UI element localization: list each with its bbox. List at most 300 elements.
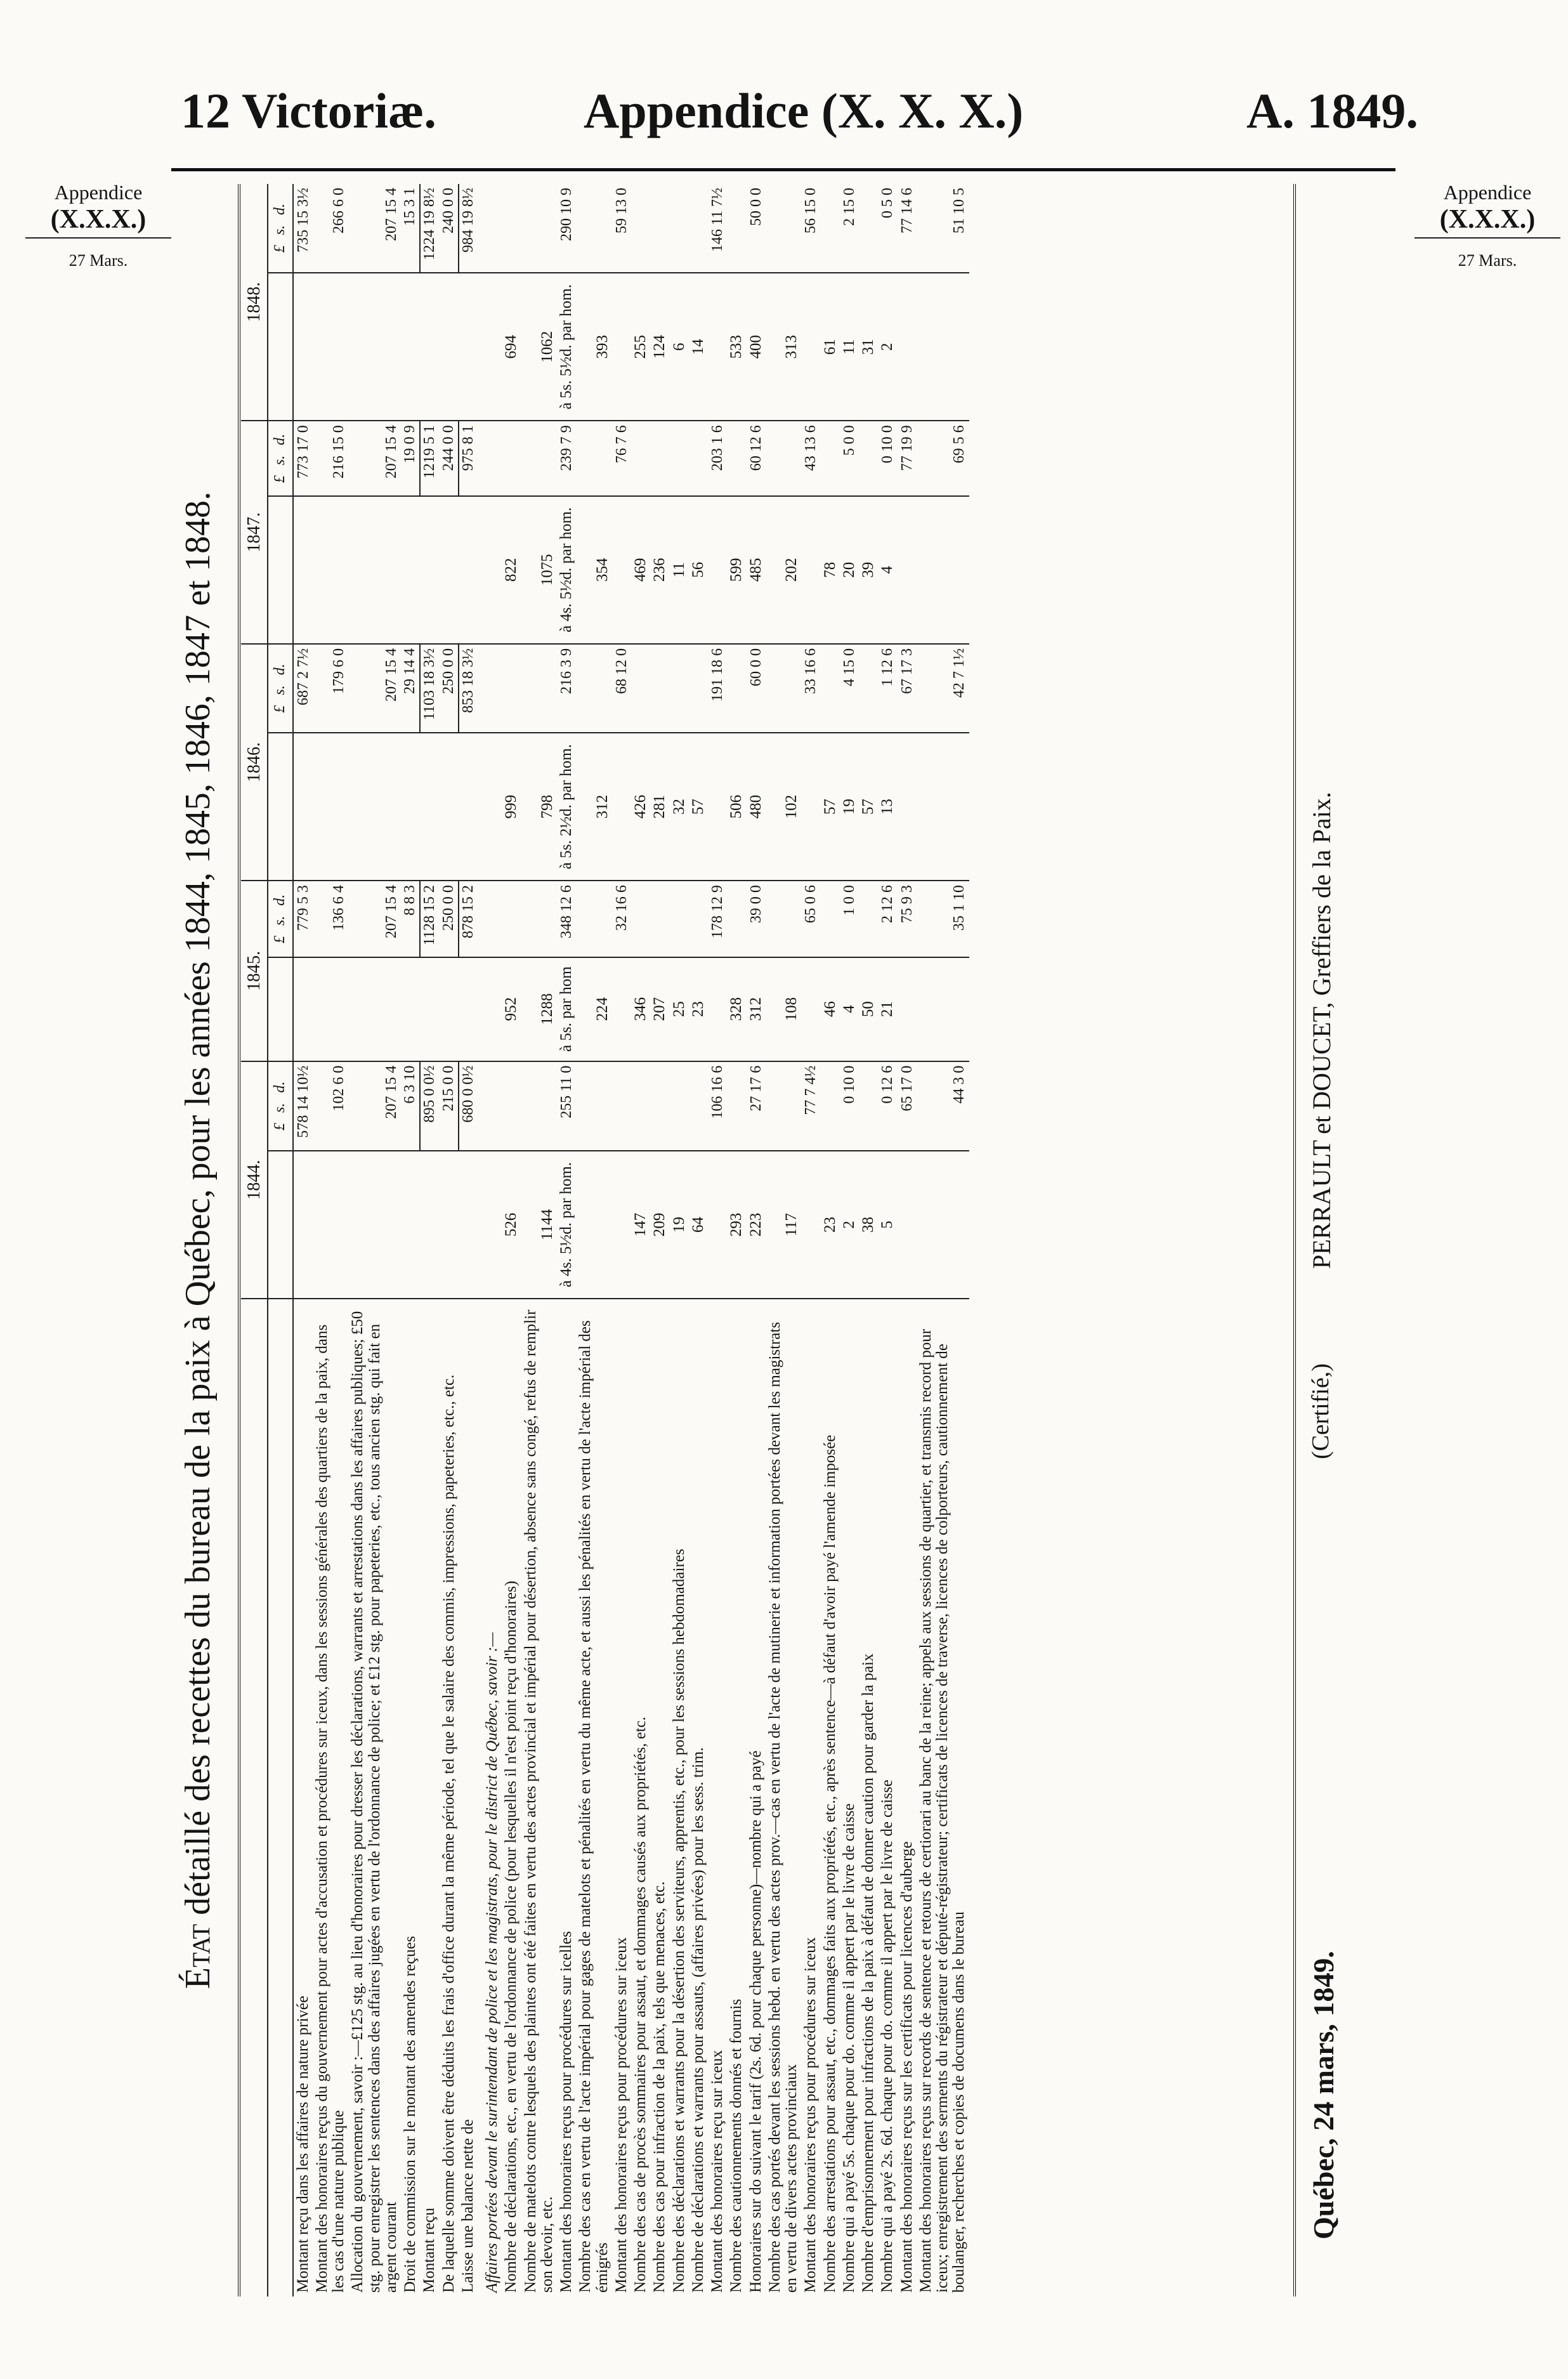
row-count-4	[313, 496, 349, 644]
row-amount-1: 578 14 10½	[293, 1061, 313, 1151]
row-count-4	[478, 496, 502, 644]
row-amount-2	[727, 881, 746, 957]
table-row	[557, 184, 576, 2297]
row-count-1	[576, 1151, 612, 1299]
table-row	[521, 184, 558, 2297]
row-description: Nombre qui a payé 2s. 6d. chaque pour do. comme il appert par le livre de caisse	[879, 1779, 896, 2293]
row-amount-5: 1224 19 8½	[420, 184, 439, 273]
row-amount-3: 68 12 0	[612, 644, 631, 733]
row-description: Nombre de déclarations, etc., en vertu de l'ordonnance de police (pour lesquelles il n'est point reçu d'honoraires)	[502, 1580, 520, 2293]
unit-shillings: s.	[271, 455, 289, 466]
row-amount-4: 19 0 9	[401, 421, 420, 495]
row-amount-1	[727, 1061, 746, 1151]
row-description: Nombre des cas en vertu de l'acte impérial pour gages de matelots et pénalités en vertu du même acte, et aussi les pénalités en vertu de l'acte impérial des émigrés	[577, 1320, 611, 2293]
row-amount-3	[631, 644, 650, 733]
row-amount-1: 44 3 0	[917, 1061, 969, 1151]
row-amount-5: 735 15 3½	[293, 184, 313, 273]
row-amount-1: 102 6 0	[313, 1061, 349, 1151]
row-count-5: 1062	[521, 273, 558, 421]
row-count-3: 426	[631, 733, 650, 881]
row-description: Montant des honoraires reçus pour procédures sur iceux	[802, 1937, 820, 2293]
row-count-3: 32	[670, 733, 689, 881]
row-count-2: 21	[878, 957, 897, 1061]
row-count-1	[708, 1151, 727, 1299]
row-amount-5	[821, 184, 840, 273]
row-count-3: 57	[859, 733, 878, 881]
row-count-5: 61	[821, 273, 840, 421]
row-amount-1	[576, 1061, 612, 1151]
row-amount-1	[521, 1061, 558, 1151]
row-amount-2	[502, 881, 521, 957]
table-row	[612, 184, 631, 2297]
row-count-4: 1075	[521, 496, 558, 644]
row-amount-3: 687 2 7½	[293, 644, 313, 733]
margin-note-left	[25, 181, 171, 270]
row-amount-1: 680 0 0½	[459, 1061, 478, 1151]
row-amount-4	[631, 421, 650, 495]
row-count-5: 31	[859, 273, 878, 421]
row-description: Nombre qui a payé 5s. chaque pour do. comme il appert par le livre de caisse	[840, 1803, 858, 2293]
row-count-2: 4	[840, 957, 859, 1061]
row-count-1	[917, 1151, 969, 1299]
row-description: Montant reçu	[421, 2208, 438, 2293]
row-amount-1	[612, 1061, 631, 1151]
row-amount-4: 239 7 9	[557, 421, 576, 495]
row-count-2	[612, 957, 631, 1061]
row-description: Montant des honoraires reçus du gouvernement pour actes d'accusation et procédures sur iceux, dans les sessions générales des quartiers de la paix, dans les cas d'une nature publique	[313, 1324, 348, 2293]
row-amount-1: 27 17 6	[747, 1061, 766, 1151]
row-amount-3	[502, 644, 521, 733]
row-amount-5: 77 14 6	[898, 184, 917, 273]
unit-header-row	[268, 184, 292, 2297]
row-description: Montant des honoraires reçu sur iceux	[709, 2050, 726, 2293]
unit-blank-cell	[268, 1299, 292, 2297]
row-amount-5	[650, 184, 669, 273]
row-description: Nombre des cas pour infraction de la paix, tels que menaces, etc.	[651, 1881, 669, 2293]
row-amount-3: 60 0 0	[747, 644, 766, 733]
row-count-1: 5	[878, 1151, 897, 1299]
row-count-3	[440, 733, 459, 881]
row-amount-5	[631, 184, 650, 273]
row-count-1: 19	[670, 1151, 689, 1299]
row-description: Droit de commission sur le montant des amendes reçues	[402, 1936, 419, 2293]
row-count-4: 39	[859, 496, 878, 644]
row-amount-5: 207 15 4	[348, 184, 401, 273]
row-amount-5	[521, 184, 558, 273]
row-amount-2: 250 0 0	[440, 881, 459, 957]
row-amount-4: 216 15 0	[313, 421, 349, 495]
receipts-table-body	[293, 184, 969, 2297]
row-amount-2: 8 8 3	[401, 881, 420, 957]
row-amount-2	[576, 881, 612, 957]
table-row	[420, 184, 439, 2297]
row-count-5	[348, 273, 401, 421]
row-count-4	[612, 496, 631, 644]
row-amount-3: 67 17 3	[898, 644, 917, 733]
row-amount-3	[576, 644, 612, 733]
row-amount-5: 2 15 0	[840, 184, 859, 273]
row-amount-2: 35 1 10	[917, 881, 969, 957]
row-count-4	[420, 496, 439, 644]
row-count-5	[459, 273, 478, 421]
row-amount-2: 779 5 3	[293, 881, 313, 957]
row-description: Nombre des arrestations pour assaut, etc., dommages faits aux propriétés, etc., après sentence—à défaut d'avoir payé l'amende imposée	[821, 1434, 839, 2293]
row-amount-4: 43 13 6	[801, 421, 820, 495]
row-amount-4: 5 0 0	[840, 421, 859, 495]
unit-pounds: £	[271, 936, 289, 944]
row-count-1	[293, 1151, 313, 1299]
row-count-1	[401, 1151, 420, 1299]
row-amount-4	[502, 421, 521, 495]
row-count-2: 46	[821, 957, 840, 1061]
row-count-4	[293, 496, 313, 644]
row-count-4	[459, 496, 478, 644]
row-count-2: 1288	[521, 957, 558, 1061]
row-description: Nombre d'emprisonnement pour infractions de la paix à défaut de donner caution pour garder la paix	[859, 1653, 877, 2293]
receipts-table	[241, 184, 969, 2297]
row-amount-3	[821, 644, 840, 733]
row-count-5: à 5s. 5½d. par hom.	[557, 273, 576, 421]
row-count-5: 255	[631, 273, 650, 421]
row-count-5	[708, 273, 727, 421]
row-amount-5: 146 11 7½	[708, 184, 727, 273]
row-amount-2	[859, 881, 878, 957]
row-count-3: 798	[521, 733, 558, 881]
running-head-center: Appendice (X. X. X.)	[584, 83, 1024, 138]
row-count-1: 209	[650, 1151, 669, 1299]
row-count-5: 400	[747, 273, 766, 421]
row-count-5: 694	[502, 273, 521, 421]
table-row	[821, 184, 840, 2297]
row-count-2	[801, 957, 820, 1061]
row-amount-3: 216 3 9	[557, 644, 576, 733]
row-amount-1	[631, 1061, 650, 1151]
unit-pounds: £	[271, 705, 289, 713]
row-count-3	[708, 733, 727, 881]
row-amount-2: 178 12 9	[708, 881, 727, 957]
row-description: Nombre des cautionnements donnés et fournis	[728, 1998, 745, 2293]
table-row	[878, 184, 897, 2297]
year-header: 1847.	[241, 421, 268, 644]
row-count-1: 38	[859, 1151, 878, 1299]
row-count-5	[898, 273, 917, 421]
row-amount-2: 75 9 3	[898, 881, 917, 957]
row-amount-5: 56 15 0	[801, 184, 820, 273]
row-count-5	[612, 273, 631, 421]
row-count-1: 2	[840, 1151, 859, 1299]
row-amount-4: 1219 5 1	[420, 421, 439, 495]
row-count-1	[478, 1151, 502, 1299]
table-row	[348, 184, 401, 2297]
row-amount-1: 255 11 0	[557, 1061, 576, 1151]
unit-pence: d.	[271, 1081, 289, 1093]
running-head-left: 12 Victoriæ.	[181, 83, 436, 138]
footer-place-date: Québec, 24 mars, 1849.	[1307, 1951, 1340, 2239]
row-count-3	[420, 733, 439, 881]
unit-pounds: £	[271, 475, 289, 483]
row-count-5: 6	[670, 273, 689, 421]
row-amount-2	[670, 881, 689, 957]
row-count-1: 64	[689, 1151, 708, 1299]
table-row	[502, 184, 521, 2297]
row-count-3	[348, 733, 401, 881]
table-row	[747, 184, 766, 2297]
row-amount-3	[478, 644, 502, 733]
row-description: Montant des honoraires reçus sur les certificats pour licences d'auberge	[898, 1841, 915, 2293]
row-count-2	[313, 957, 349, 1061]
row-amount-1: 6 3 10	[401, 1061, 420, 1151]
row-amount-1: 65 17 0	[898, 1061, 917, 1151]
row-amount-2	[631, 881, 650, 957]
row-amount-5	[859, 184, 878, 273]
row-amount-3	[859, 644, 878, 733]
header-rule	[171, 168, 1395, 171]
row-amount-2: 65 0 6	[801, 881, 820, 957]
row-amount-2: 39 0 0	[747, 881, 766, 957]
row-count-5	[401, 273, 420, 421]
row-count-2: 952	[502, 957, 521, 1061]
row-count-1: 526	[502, 1151, 521, 1299]
row-amount-2	[478, 881, 502, 957]
table-row	[689, 184, 708, 2297]
row-amount-3	[521, 644, 558, 733]
row-count-5	[313, 273, 349, 421]
unit-pence: d.	[271, 664, 289, 676]
row-count-1	[898, 1151, 917, 1299]
row-amount-4	[727, 421, 746, 495]
row-amount-3	[766, 644, 802, 733]
row-amount-4: 60 12 6	[747, 421, 766, 495]
row-count-4	[440, 496, 459, 644]
row-amount-2	[521, 881, 558, 957]
unit-shillings: s.	[271, 225, 289, 235]
amount-unit-cell	[268, 644, 292, 733]
table-row	[478, 184, 502, 2297]
row-amount-1	[689, 1061, 708, 1151]
row-amount-2	[689, 881, 708, 957]
row-amount-5: 984 19 8½	[459, 184, 478, 273]
row-count-3: 506	[727, 733, 746, 881]
row-amount-4: 76 7 6	[612, 421, 631, 495]
row-count-2: 207	[650, 957, 669, 1061]
row-count-5: 2	[878, 273, 897, 421]
row-count-3	[313, 733, 349, 881]
row-count-5: 313	[766, 273, 802, 421]
count-unit-cell	[268, 733, 292, 881]
row-amount-4	[478, 421, 502, 495]
row-amount-4: 0 10 0	[878, 421, 897, 495]
row-amount-3: 29 14 4	[401, 644, 420, 733]
row-amount-4	[576, 421, 612, 495]
row-description: Honoraires sur do suivant le tarif (2s. 6d. pour chaque personne)—nombre qui a payé	[747, 1750, 764, 2293]
row-amount-3: 250 0 0	[440, 644, 459, 733]
row-description: Montant des honoraires reçus sur records de sentence et retours de certiorari au banc de la reine; appels aux sessions de quartier, et transmis record pour iceux; enregistrement des serments du régistrateur et député-régistrateur; certificats de licences de traverse, licences de colporteurs, cautionnement de boulanger, recherches et copies de documens dans le bureau	[917, 1328, 968, 2293]
row-count-2	[420, 957, 439, 1061]
row-description: Nombre de matelots contre lesquels des plaintes ont été faites en vertu des actes provincial et impérial pour désertion, absence sans congé, refus de remplir son devoir, etc.	[521, 1309, 556, 2293]
row-amount-5: 59 13 0	[612, 184, 631, 273]
row-amount-3: 191 18 6	[708, 644, 727, 733]
row-count-4: 469	[631, 496, 650, 644]
row-amount-2	[650, 881, 669, 957]
row-count-4: à 4s. 5½d. par hom.	[557, 496, 576, 644]
row-count-2: 50	[859, 957, 878, 1061]
table-row	[708, 184, 727, 2297]
table-row	[440, 184, 459, 2297]
row-description: Nombre de déclarations et warrants pour assauts, (affaires privées) pour les sess. trim.	[689, 1747, 707, 2293]
row-count-1	[420, 1151, 439, 1299]
row-count-3: 312	[576, 733, 612, 881]
row-count-3: 999	[502, 733, 521, 881]
row-description: Nombre des déclarations et warrants pour la désertion des serviteurs, apprentis, etc., pour les sessions hebdomadaires	[670, 1549, 688, 2293]
row-amount-4	[821, 421, 840, 495]
row-count-1	[459, 1151, 478, 1299]
row-amount-5	[670, 184, 689, 273]
row-amount-2	[766, 881, 802, 957]
row-description: Montant reçu dans les affaires de nature privée	[294, 1995, 311, 2293]
margin-note-date: 27 Mars.	[69, 251, 128, 270]
table-row	[576, 184, 612, 2297]
row-amount-1	[766, 1061, 802, 1151]
amount-unit-cell	[268, 1061, 292, 1151]
row-amount-1: 77 7 4½	[801, 1061, 820, 1151]
row-count-2: 346	[631, 957, 650, 1061]
footer-certifie: (Certifié,)	[1307, 1363, 1334, 1459]
row-description: Nombre des cas portés devant les sessions hebd. en vertu des actes prov.—cas en vertu de l'acte de mutinerie et information portées devant les magistrats en vertu de divers actes provinciaux	[766, 1321, 800, 2293]
row-count-5	[440, 273, 459, 421]
row-amount-4	[650, 421, 669, 495]
table-row	[840, 184, 859, 2297]
row-amount-5	[502, 184, 521, 273]
row-count-4	[348, 496, 401, 644]
row-description: Montant des honoraires reçus pour procédures sur iceux	[612, 1937, 630, 2293]
row-count-3	[401, 733, 420, 881]
row-count-4: 202	[766, 496, 802, 644]
table-row	[801, 184, 820, 2297]
row-count-3: 13	[878, 733, 897, 881]
row-count-2	[440, 957, 459, 1061]
row-count-3	[612, 733, 631, 881]
row-count-1	[313, 1151, 349, 1299]
row-amount-3	[727, 644, 746, 733]
row-count-4: 599	[727, 496, 746, 644]
year-header: 1846.	[241, 644, 268, 881]
row-amount-3	[650, 644, 669, 733]
table-row	[313, 184, 349, 2297]
row-amount-5: 290 10 9	[557, 184, 576, 273]
row-amount-4	[859, 421, 878, 495]
row-count-4: 11	[670, 496, 689, 644]
row-count-1: 23	[821, 1151, 840, 1299]
row-amount-1	[650, 1061, 669, 1151]
amount-unit-cell	[268, 421, 292, 495]
row-amount-4: 244 0 0	[440, 421, 459, 495]
row-count-1: 147	[631, 1151, 650, 1299]
table-row	[401, 184, 420, 2297]
margin-note-code: (X.X.X.)	[1414, 204, 1560, 239]
row-amount-3: 33 16 6	[801, 644, 820, 733]
row-count-2: à 5s. par hom	[557, 957, 576, 1061]
row-count-5: 393	[576, 273, 612, 421]
row-count-1	[612, 1151, 631, 1299]
table-row	[631, 184, 650, 2297]
footer	[1307, 184, 1357, 2297]
row-count-4: 78	[821, 496, 840, 644]
row-count-4: 485	[747, 496, 766, 644]
running-head-right: A. 1849.	[1246, 83, 1418, 138]
row-amount-5	[766, 184, 802, 273]
row-amount-3	[670, 644, 689, 733]
row-count-2	[898, 957, 917, 1061]
row-amount-1: 106 16 6	[708, 1061, 727, 1151]
unit-pence: d.	[271, 433, 289, 445]
unit-shillings: s.	[271, 685, 289, 695]
unit-shillings: s.	[271, 915, 289, 926]
row-count-5	[801, 273, 820, 421]
row-description: Affaires portées devant le surintendant de police et les magistrats, pour le district de Québec, savoir :—	[483, 1632, 501, 2293]
year-header: 1845.	[241, 881, 268, 1061]
row-amount-5: 240 0 0	[440, 184, 459, 273]
row-amount-1: 895 0 0½	[420, 1061, 439, 1151]
table-row	[859, 184, 878, 2297]
row-count-5	[420, 273, 439, 421]
row-amount-2: 207 15 4	[348, 881, 401, 957]
row-count-4	[898, 496, 917, 644]
year-header: 1844.	[241, 1061, 268, 1299]
row-amount-4: 69 5 6	[917, 421, 969, 495]
count-unit-cell	[268, 1151, 292, 1299]
row-count-1: 223	[747, 1151, 766, 1299]
row-amount-4: 203 1 6	[708, 421, 727, 495]
row-count-5	[478, 273, 502, 421]
row-amount-3: 853 18 3½	[459, 644, 478, 733]
row-count-1	[440, 1151, 459, 1299]
row-count-4	[401, 496, 420, 644]
row-description: Allocation du gouvernement, savoir :—£125 stg. au lieu d'honoraires pour dresser les déclarations, warrants et arrestations dans les affaires publiques; £50 stg. pour enregistrer les sentences dans des affaires jugées en vertu de l'ordonnance de police; et £12 stg. pour papeteries, etc., tous ancien stg. qui fait en argent courant	[349, 1311, 400, 2293]
row-amount-3: 4 15 0	[840, 644, 859, 733]
row-count-4: 822	[502, 496, 521, 644]
row-amount-5	[727, 184, 746, 273]
row-count-3	[478, 733, 502, 881]
row-count-3: 480	[747, 733, 766, 881]
row-count-1	[348, 1151, 401, 1299]
row-amount-3: 179 6 0	[313, 644, 349, 733]
row-amount-2: 1 0 0	[840, 881, 859, 957]
row-count-1: 117	[766, 1151, 802, 1299]
count-unit-cell	[268, 273, 292, 421]
table-row	[917, 184, 969, 2297]
row-amount-4: 975 8 1	[459, 421, 478, 495]
row-description: Montant des honoraires reçus pour procédures sur icelles	[558, 1931, 575, 2293]
table-row	[459, 184, 478, 2297]
footer-signature: PERRAULT et DOUCET, Greffiers de la Paix.	[1307, 792, 1336, 1269]
year-header-row	[241, 184, 268, 2297]
amount-unit-cell	[268, 184, 292, 273]
row-amount-1: 215 0 0	[440, 1061, 459, 1151]
row-count-3	[459, 733, 478, 881]
row-count-5: 14	[689, 273, 708, 421]
row-amount-3: 42 7 1½	[917, 644, 969, 733]
row-count-2: 224	[576, 957, 612, 1061]
row-amount-5	[689, 184, 708, 273]
row-count-4: 354	[576, 496, 612, 644]
row-count-1: à 4s. 5½d. par hom.	[557, 1151, 576, 1299]
row-count-3: 19	[840, 733, 859, 881]
table-row	[898, 184, 917, 2297]
row-amount-1: 207 15 4	[348, 1061, 401, 1151]
header-blank-cell	[241, 1299, 268, 2297]
row-count-2	[708, 957, 727, 1061]
row-amount-5: 51 10 5	[917, 184, 969, 273]
